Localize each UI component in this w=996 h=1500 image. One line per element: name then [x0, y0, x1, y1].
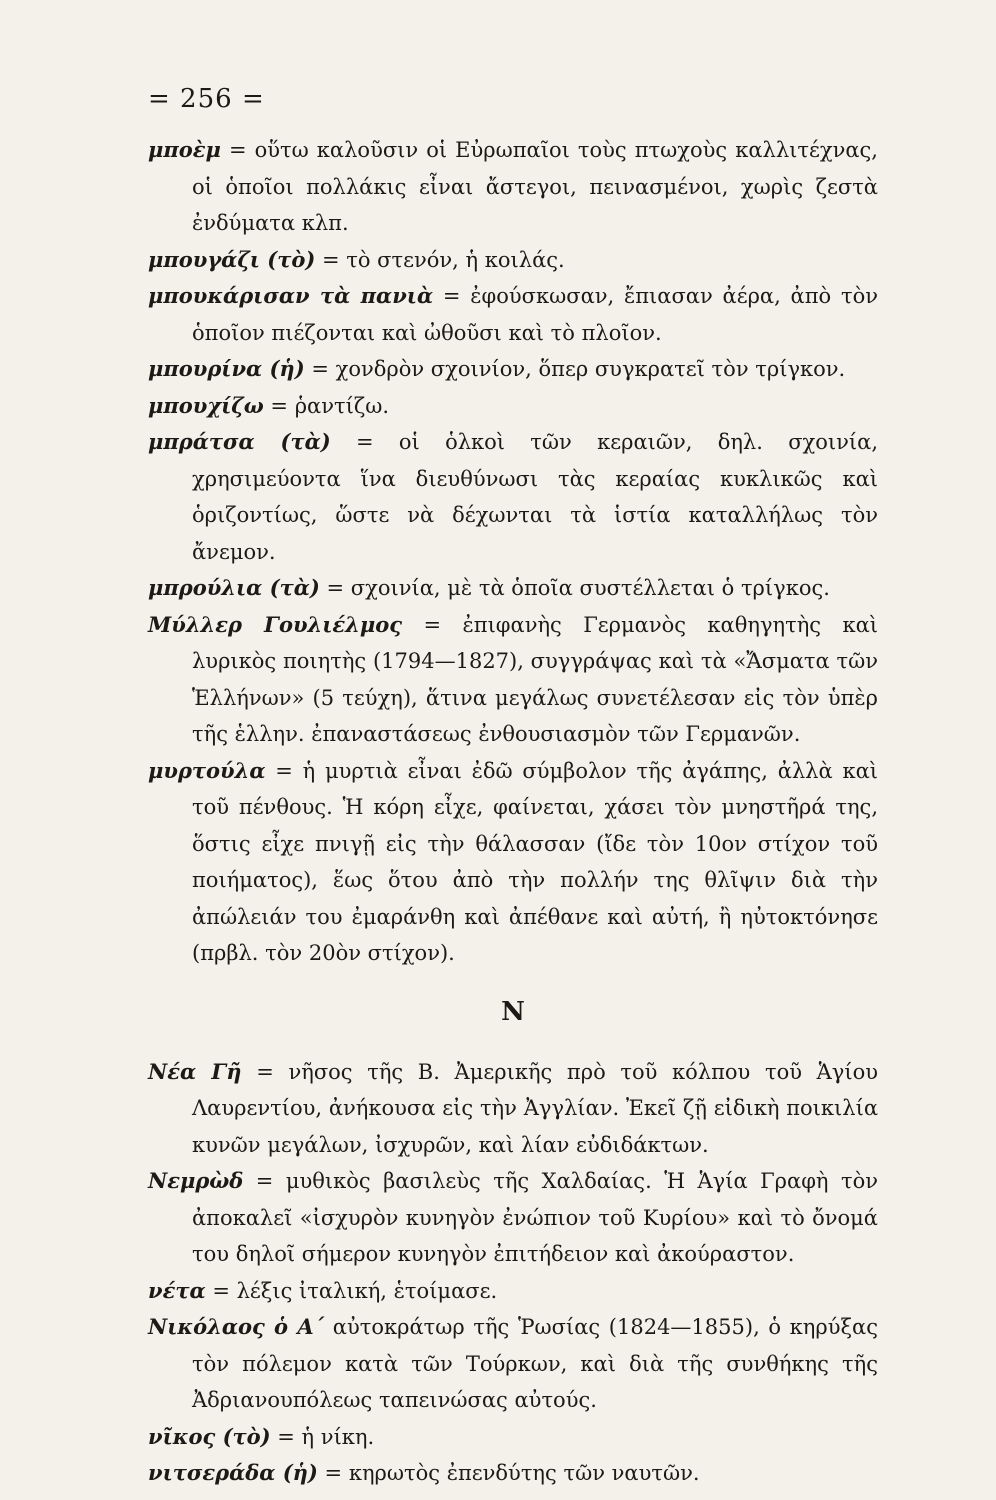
section-letter-heading: Ν	[501, 996, 525, 1027]
glossary-entry	[148, 1273, 878, 1310]
definition: = οἱ ὁλκοὶ τῶν κεραιῶν, δηλ. σχοινία, χρησιμεύοντα ἵνα διευθύνωσι τὰς κεραίας κυκλικῶς καὶ ὁριζοντίως, ὥστε νὰ δέχωνται τὰ ἱστία καταλλήλως τὸν ἄνεμον.	[192, 430, 878, 564]
definition: = ἡ νίκη.	[277, 1424, 375, 1449]
glossary-entry	[148, 1419, 878, 1456]
glossary-entry	[148, 242, 878, 279]
definition: = νῆσος τῆς Β. Ἀμερικῆς πρὸ τοῦ κόλπου τοῦ Ἁγίου Λαυρεντίου, ἀνήκουσα εἰς τὴν Ἀγγλίαν. Ἐκεῖ ζῇ εἰδικὴ ποικιλία κυνῶν μεγάλων, ἰσχυρῶν, καὶ λίαν εὐδιδάκτων.	[192, 1059, 878, 1157]
headword: μπουκάρισαν τὰ πανιὰ	[148, 283, 434, 308]
glossary-entry	[148, 1054, 878, 1164]
headword: μπουχίζω	[148, 392, 264, 418]
page-number: = 256 =	[148, 84, 265, 114]
definition: = σχοινία, μὲ τὰ ὁποῖα συστέλλεται ὁ τρίγκος.	[326, 576, 830, 600]
headword: μπράτσα (τὰ)	[148, 429, 331, 454]
headword: Μύλλερ Γουλιέλμος	[148, 611, 403, 637]
headword: νέτα	[148, 1277, 206, 1303]
definition: = ῥαντίζω.	[270, 393, 390, 418]
glossary-entry	[148, 570, 878, 607]
glossary-entry	[148, 607, 878, 753]
headword: μπουρίνα (ἡ)	[148, 356, 305, 381]
definition: αὐτοκράτωρ τῆς Ῥωσίας (1824—1855), ὁ κηρύξας τὸν πόλεμον κατὰ τῶν Τούρκων, καὶ διὰ τῆς συνθήκης τῆς Ἀδριανουπόλεως ταπεινώσας αὐτούς.	[192, 1315, 878, 1412]
glossary-body	[148, 132, 878, 1492]
definition: = λέξις ἰταλική, ἑτοίμασε.	[212, 1278, 498, 1303]
headword: Νεμρὼδ	[148, 1168, 244, 1193]
glossary-entry	[148, 753, 878, 972]
glossary-entry	[148, 1455, 878, 1492]
glossary-entry	[148, 424, 878, 570]
definition: = τὸ στενόν, ἡ κοιλάς.	[321, 247, 565, 272]
definition: = κηρωτὸς ἐπενδύτης τῶν ναυτῶν.	[324, 1461, 700, 1485]
definition: = μυθικὸς βασιλεὺς τῆς Χαλδαίας. Ἡ Ἁγία Γραφὴ τὸν ἀποκαλεῖ «ἰσχυρὸν κυνηγὸν ἐνώπιον τοῦ Κυρίου» καὶ τὸ ὄνομά του δηλοῖ σήμερον κυνηγὸν ἐπιτήδειον καὶ ἀκούραστον.	[192, 1169, 878, 1266]
headword: μποὲμ	[148, 137, 221, 162]
entries-n	[148, 1054, 878, 1492]
glossary-entry	[148, 1163, 878, 1273]
definition: = ἐφούσκωσαν, ἔπιασαν ἀέρα, ἀπὸ τὸν ὁποῖον πιέζονται καὶ ὠθοῦσι καὶ τὸ πλοῖον.	[192, 284, 878, 345]
headword: μυρτούλα	[148, 757, 266, 783]
glossary-entry	[148, 351, 878, 388]
definition: = χονδρὸν σχοινίον, ὅπερ συγκρατεῖ τὸν τρίγκον.	[311, 357, 846, 381]
entries-m	[148, 132, 878, 972]
glossary-entry	[148, 388, 878, 425]
definition: = οὕτω καλοῦσιν οἱ Εὐρωπαῖοι τοὺς πτωχοὺς καλλιτέχνας, οἱ ὁποῖοι πολλάκις εἶναι ἄστεγοι, πεινασμένοι, χωρὶς ζεστὰ ἐνδύματα κλπ.	[192, 138, 878, 235]
definition: = ἡ μυρτιὰ εἶναι ἐδῶ σύμβολον τῆς ἀγάπης, ἀλλὰ καὶ τοῦ πένθους. Ἡ κόρη εἶχε, φαίνεται, χάσει τὸν μνηστῆρά της, ὅστις εἶχε πνιγῇ εἰς τὴν θάλασσαν (ἴδε τὸν 10ον στίχον τοῦ ποιήματος), ἕως ὅτου ἀπὸ τὴν πολλήν της θλῖψιν διὰ τὴν ἀπώλειάν του ἐμαράνθη καὶ ἀπέθανε καὶ αὐτή, ἢ ηὐτοκτόνησε (πρβλ. τὸν 20ὸν στίχον).	[192, 758, 878, 965]
headword: Νικόλαος ὁ Α΄	[148, 1314, 325, 1339]
definition: = ἐπιφανὴς Γερμανὸς καθηγητὴς καὶ λυρικὸς ποιητὴς (1794—1827), συγγράψας καὶ τὰ «Ἄσματα τῶν Ἑλλήνων» (5 τεύχη), ἅτινα μεγάλως συνετέλεσαν εἰς τὸν ὑπὲρ τῆς ἑλλην. ἐπαναστάσεως ἐνθουσιασμὸν τῶν Γερμανῶν.	[192, 612, 878, 746]
headword: μπουγάζι (τὸ)	[148, 246, 316, 272]
glossary-entry	[148, 278, 878, 351]
headword: νῖκος (τὸ)	[148, 1423, 271, 1449]
glossary-entry	[148, 132, 878, 242]
headword: Νέα Γῆ	[148, 1058, 242, 1084]
glossary-entry	[148, 1309, 878, 1419]
headword: μπρούλια (τὰ)	[148, 575, 320, 600]
headword: νιτσεράδα (ἡ)	[148, 1460, 318, 1485]
